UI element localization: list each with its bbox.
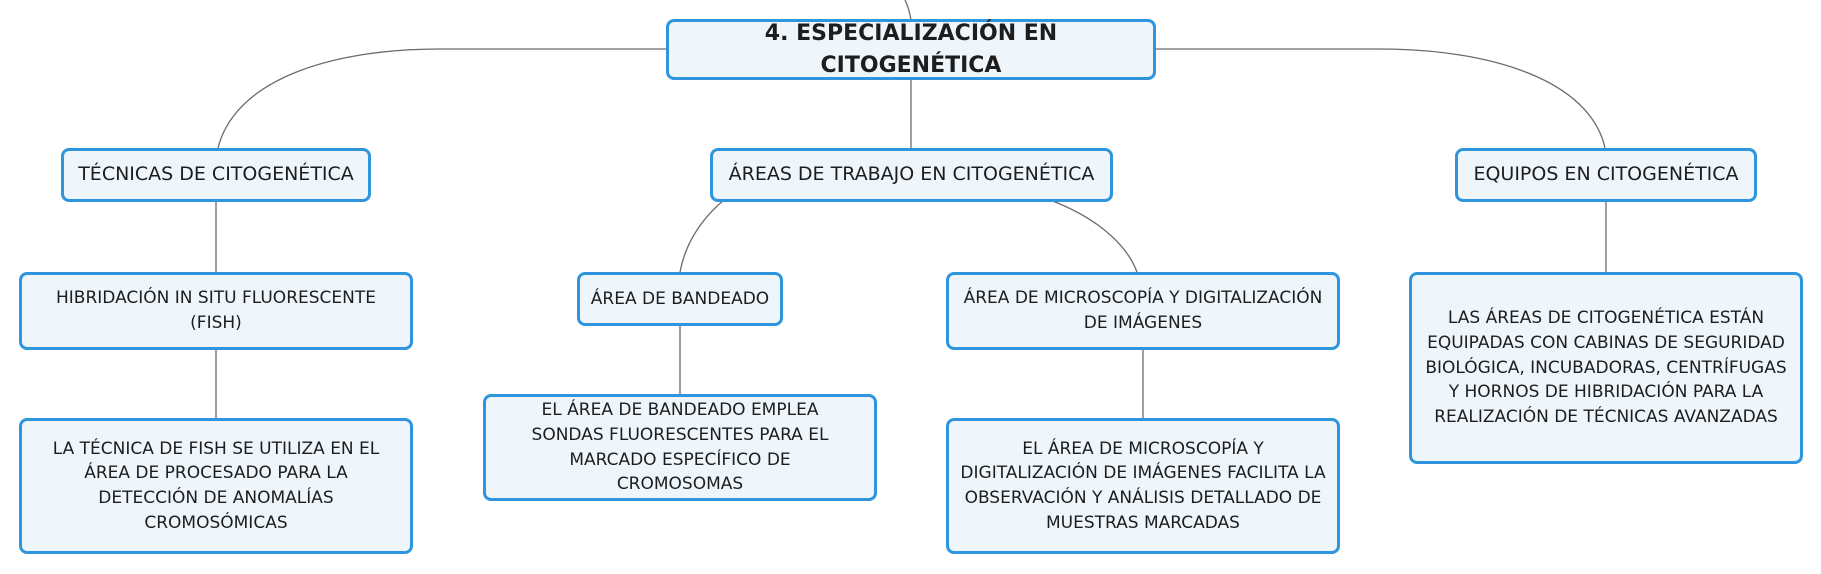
branch-label-equipos: EQUIPOS EN CITOGENÉTICA	[1473, 163, 1739, 186]
connector-areas-to-bandeado	[680, 200, 724, 272]
node-fish[interactable]	[19, 272, 413, 350]
node-equipos-detail[interactable]	[1409, 272, 1803, 464]
node-fish-detail[interactable]	[19, 418, 413, 554]
connector-root-to-equipos	[1156, 49, 1605, 148]
branch-label-tecnicas: TÉCNICAS DE CITOGENÉTICA	[78, 163, 354, 186]
node-bandeado[interactable]	[577, 272, 783, 326]
connector-areas-to-microscopia	[1050, 200, 1137, 272]
node-bandeado-detail-text: EL ÁREA DE BANDEADO EMPLEA SONDAS FLUORESCENTES PARA EL MARCADO ESPECÍFICO DE CROMOSOMAS	[531, 400, 829, 495]
branch-node-areas[interactable]	[710, 148, 1113, 202]
branch-label-areas: ÁREAS DE TRABAJO EN CITOGENÉTICA	[728, 163, 1095, 186]
connector-root-to-tecnicas	[218, 49, 666, 148]
branch-node-equipos[interactable]	[1455, 148, 1757, 202]
branch-node-tecnicas[interactable]	[61, 148, 371, 202]
node-microscopia-detail[interactable]	[946, 418, 1340, 554]
node-microscopia-detail-text: EL ÁREA DE MICROSCOPÍA Y DIGITALIZACIÓN DE IMÁGENES FACILITA LA OBSERVACIÓN Y ANÁLISIS DETALLADO DE MUESTRAS MARCADAS	[960, 438, 1326, 533]
root-node[interactable]	[666, 19, 1156, 80]
node-bandeado-label: ÁREA DE BANDEADO	[590, 288, 770, 309]
node-fish-detail-text: LA TÉCNICA DE FISH SE UTILIZA EN EL ÁREA DE PROCESADO PARA LA DETECCIÓN DE ANOMALÍAS CROMOSÓMICAS	[52, 438, 380, 533]
node-microscopia[interactable]	[946, 272, 1340, 350]
node-fish-label: HIBRIDACIÓN IN SITU FLUORESCENTE (FISH)	[56, 288, 376, 333]
node-equipos-detail-text: LAS ÁREAS DE CITOGENÉTICA ESTÁN EQUIPADAS CON CABINAS DE SEGURIDAD BIOLÓGICA, INCUBADORAS, CENTRÍFUGAS Y HORNOS DE HIBRIDACIÓN PARA LA REALIZACIÓN DE TÉCNICAS AVANZADAS	[1425, 308, 1787, 427]
root-node-label: 4. ESPECIALIZACIÓN EN CITOGENÉTICA	[764, 20, 1058, 78]
node-microscopia-label: ÁREA DE MICROSCOPÍA Y DIGITALIZACIÓN DE IMÁGENES	[963, 288, 1323, 333]
node-bandeado-detail[interactable]	[483, 394, 877, 501]
